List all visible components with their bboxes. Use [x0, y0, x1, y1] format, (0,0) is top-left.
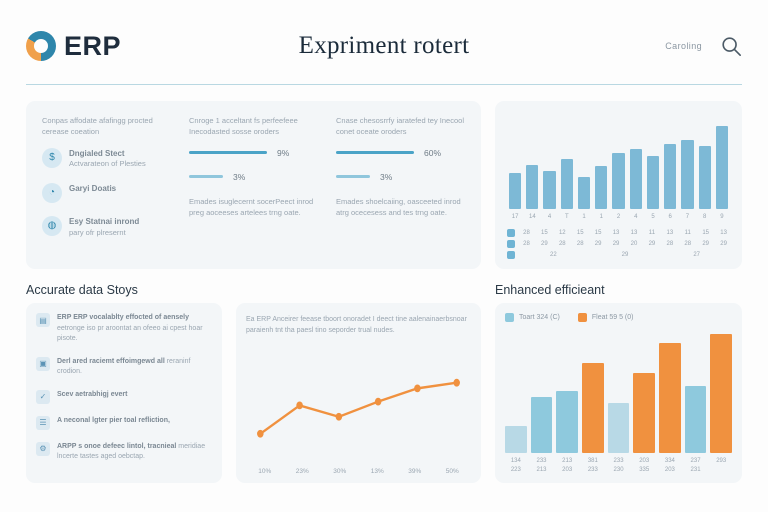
- legend-values: [520, 241, 730, 247]
- chat-icon: ▣: [36, 357, 50, 371]
- kpi-list: [42, 148, 171, 239]
- logo-icon: [26, 31, 56, 61]
- line-point: [414, 384, 421, 392]
- line-chart-panel: [236, 303, 481, 483]
- bar: [578, 177, 590, 209]
- bar: [633, 373, 655, 453]
- legend-value: 29: [621, 252, 629, 258]
- legend-value: 29: [720, 241, 727, 247]
- legend-item[interactable]: [578, 313, 634, 322]
- bar-tick: 4: [634, 214, 638, 220]
- legend-value: 11: [648, 230, 656, 236]
- list-item-text: [57, 390, 127, 401]
- legend-label: Toart 324 (C): [519, 314, 560, 321]
- list-item-title: Scev aetrabhigj evert: [57, 390, 128, 398]
- page-title: Expriment rotert: [298, 32, 470, 59]
- kpi-column-1: [36, 113, 177, 257]
- line-chart-plot: [246, 343, 471, 464]
- line-point: [453, 378, 460, 386]
- legend-row: [507, 240, 730, 248]
- kpi-column-1-intro: Conpas affodate afafingg procted cerease coeation: [42, 116, 153, 137]
- kpi-item[interactable]: [42, 216, 171, 238]
- bar-tick: 1: [582, 214, 586, 220]
- legend-value: 15: [702, 230, 710, 236]
- legend-value: 13: [612, 230, 620, 236]
- bar: [659, 343, 681, 453]
- bar-tick: 233 213: [536, 458, 547, 473]
- line-chart-description: Ea ERP Anceirer feease tboort onoradet I deect tine aalenainaerbsnoar paraienh tnt tha paesl tino seporder trual nudes.: [246, 316, 467, 334]
- bar-tick: 134 223: [510, 458, 521, 473]
- bar-tick: 237 231: [690, 458, 701, 473]
- list-item-text: [57, 357, 212, 378]
- kpi-metric: [336, 148, 465, 158]
- bar-tick: 5: [651, 214, 655, 220]
- line-x-tick: 30%: [333, 468, 347, 475]
- kpi-metric: [189, 148, 318, 158]
- bar: [526, 165, 538, 209]
- bar: [543, 171, 555, 209]
- kpi-column-2-intro: Cnroge 1 acceltant fs perfeefeee Inecodasted sosse oroders: [189, 116, 298, 137]
- legend-value: 13: [720, 230, 727, 236]
- legend-row: [507, 229, 730, 237]
- bar: [716, 126, 728, 209]
- list-item-sub: meridiae lncerte tastes aged oebctap.: [57, 442, 206, 460]
- list-item[interactable]: [36, 416, 212, 430]
- list-item-text: [57, 416, 170, 427]
- list-item-text: [57, 442, 212, 463]
- list-icon: ☰: [36, 416, 50, 430]
- line-point: [375, 397, 382, 405]
- legend-value: 28: [684, 241, 692, 247]
- grouped-bar-series: [505, 328, 732, 453]
- legend-value: 28: [523, 230, 530, 236]
- bar: [556, 391, 578, 454]
- line-x-tick: 13%: [370, 468, 384, 475]
- bar-legend-rows: [507, 226, 730, 259]
- bar-tick: T: [564, 214, 569, 220]
- kpi-item[interactable]: [42, 183, 171, 203]
- legend-value: 15: [541, 230, 548, 236]
- bar-tick: 9: [720, 214, 724, 220]
- legend-swatch: [505, 313, 514, 322]
- kpi-column-3-footer: Emades shoelcaiing, oasceeted inrod atrg ocecesess and tes trng oate.: [336, 196, 461, 217]
- legend-value: 29: [612, 241, 620, 247]
- feature-list-panel: [26, 303, 222, 483]
- legend-value: 29: [594, 241, 602, 247]
- list-item-title: Derl ared raciemt effoimgewd all: [57, 357, 165, 365]
- kpi-item-title: Dngialed Stect: [69, 148, 125, 158]
- kpi-progress-bar: [336, 151, 414, 154]
- bar: [685, 386, 707, 454]
- line-point: [257, 430, 264, 438]
- kpi-metric-value: 3%: [233, 171, 246, 182]
- bar: [509, 173, 521, 209]
- kpi-item-text: [69, 216, 139, 238]
- kpi-panel: [26, 101, 481, 269]
- legend-value: 13: [630, 230, 638, 236]
- bar-tick: 4: [547, 214, 552, 220]
- kpi-metric: [336, 172, 465, 182]
- kpi-item-text: [69, 183, 116, 195]
- bar-tick: 6: [668, 214, 672, 220]
- top-bar-chart: [495, 101, 742, 269]
- bar-tick: 233 230: [613, 458, 624, 473]
- bar-tick: 7: [685, 214, 690, 220]
- bar: [630, 149, 642, 209]
- brand-logo: [26, 31, 246, 62]
- check-icon: ✓: [36, 390, 50, 404]
- legend-value: 28: [576, 241, 584, 247]
- legend-swatch: [507, 229, 515, 237]
- legend-value: 28: [523, 241, 530, 247]
- list-item-title: ARPP s onoe defeec lintol, tracnieal: [57, 442, 177, 450]
- search-icon[interactable]: [720, 35, 742, 57]
- kpi-item-title: Esy Statnai inrond: [69, 216, 140, 226]
- line-x-tick: 50%: [445, 468, 459, 475]
- legend-value: 22: [549, 252, 557, 258]
- header-actions: [522, 35, 742, 57]
- line-x-tick: 10%: [258, 468, 272, 475]
- bar-tick: 8: [703, 214, 707, 220]
- nav-link-caroling[interactable]: Caroling: [665, 41, 702, 51]
- enhanced-efficient-title: Enhanced efficieant: [495, 283, 605, 297]
- legend-value: 15: [594, 230, 602, 236]
- bar: [595, 166, 607, 209]
- bar-tick: 203 335: [639, 458, 650, 473]
- kpi-item-sub: pary ofr plresernt: [69, 227, 126, 237]
- gear-icon: ⚙: [36, 442, 50, 456]
- kpi-metric-value: 60%: [424, 147, 442, 158]
- kpi-progress-bar: [189, 175, 223, 178]
- kpi-column-3: [330, 113, 471, 257]
- legend-value: 29: [541, 241, 548, 247]
- bar: [710, 334, 732, 453]
- brand-name: ERP: [64, 30, 122, 61]
- list-item-sub: reraninf crodion.: [57, 357, 191, 375]
- dollar-icon: $: [42, 148, 62, 168]
- legend-value: 29: [702, 241, 710, 247]
- legend-value: 20: [630, 241, 638, 247]
- bar-tick: 2: [616, 214, 621, 220]
- section-titles: [26, 283, 742, 297]
- list-item[interactable]: [36, 313, 212, 345]
- legend-row: [507, 251, 730, 259]
- list-item-title: ERP ERP vocalablty effocted of aensely: [57, 314, 190, 321]
- legend-value: 29: [648, 241, 656, 247]
- bottom-row: [26, 303, 742, 483]
- line-x-tick: 39%: [408, 468, 422, 475]
- kpi-metric: [189, 172, 318, 182]
- legend-value: 11: [684, 230, 691, 236]
- kpi-column-2-footer: Emades isuglecernt socerPeect inrod preg aoceeses artelees trng oate.: [189, 196, 314, 217]
- kpi-column-2: [183, 113, 324, 257]
- legend-values: [520, 230, 730, 236]
- line-x-tick: 23%: [295, 468, 309, 475]
- document-icon: ▤: [36, 313, 50, 327]
- legend-value: 28: [558, 241, 566, 247]
- legend-item[interactable]: [505, 313, 560, 322]
- list-item[interactable]: [36, 357, 212, 378]
- list-item-text: [57, 313, 212, 345]
- legend-value: 13: [666, 230, 674, 236]
- grouped-bar-x-ticks: [505, 457, 732, 475]
- top-row: [26, 101, 742, 269]
- bar: [608, 403, 630, 453]
- line-point: [336, 413, 343, 421]
- bar-tick: 381 233: [587, 458, 598, 473]
- page-header: [26, 18, 742, 85]
- clock-icon: ◔: [42, 183, 62, 203]
- kpi-metric-value: 3%: [380, 171, 393, 182]
- kpi-item-text: [69, 148, 146, 170]
- bar-tick: 334 203: [664, 458, 675, 473]
- kpi-item-title: Garyi Doatis: [69, 183, 117, 193]
- line-point: [296, 401, 303, 409]
- bar: [612, 153, 624, 209]
- bar: [664, 144, 676, 209]
- list-item[interactable]: [36, 442, 212, 463]
- bar-tick: 1: [599, 214, 603, 220]
- kpi-column-3-intro: Cnase chesosrrfy iaratefed tey Inecool conet oceate oroders: [336, 116, 464, 137]
- kpi-progress-bar: [336, 175, 370, 178]
- bar-tick: 14: [529, 214, 536, 220]
- bar-tick: 17: [511, 214, 519, 220]
- grouped-legend: [505, 313, 732, 322]
- kpi-progress-bar: [189, 151, 267, 154]
- legend-value: 15: [576, 230, 584, 236]
- legend-values: [520, 252, 730, 258]
- legend-value: 28: [666, 241, 674, 247]
- legend-swatch: [507, 240, 515, 248]
- bar: [681, 140, 693, 209]
- list-item-sub: eetronge iso pr aroontat an ofeeo ai cpest hoar pisote.: [57, 324, 203, 342]
- chart-icon: ◍: [42, 216, 62, 236]
- accurate-data-title: Accurate data Stoys: [26, 283, 138, 297]
- kpi-metric-value: 9%: [277, 147, 290, 158]
- grouped-bar-chart: [495, 303, 742, 483]
- legend-swatch: [578, 313, 587, 322]
- legend-label: Fleat 59 5 (0): [591, 314, 634, 321]
- legend-value: 12: [558, 230, 566, 236]
- kpi-item-sub: Actvarateon of Plesties: [69, 159, 146, 169]
- list-item[interactable]: [36, 390, 212, 404]
- bar: [647, 156, 659, 209]
- kpi-item[interactable]: [42, 148, 171, 170]
- bar-tick: 293: [716, 458, 727, 464]
- bar-tick: 213 203: [562, 458, 573, 473]
- bar: [582, 363, 604, 453]
- bar-x-ticks: [507, 214, 730, 220]
- bar: [561, 159, 573, 209]
- bar-series: [507, 113, 730, 209]
- line-chart-x-labels: [246, 468, 471, 475]
- bar: [699, 146, 711, 209]
- bar: [505, 426, 527, 454]
- legend-value: 27: [693, 252, 701, 258]
- bar: [531, 397, 553, 453]
- legend-swatch: [507, 251, 515, 259]
- list-item-title: A neconal lgter pier toal refliction,: [57, 416, 170, 424]
